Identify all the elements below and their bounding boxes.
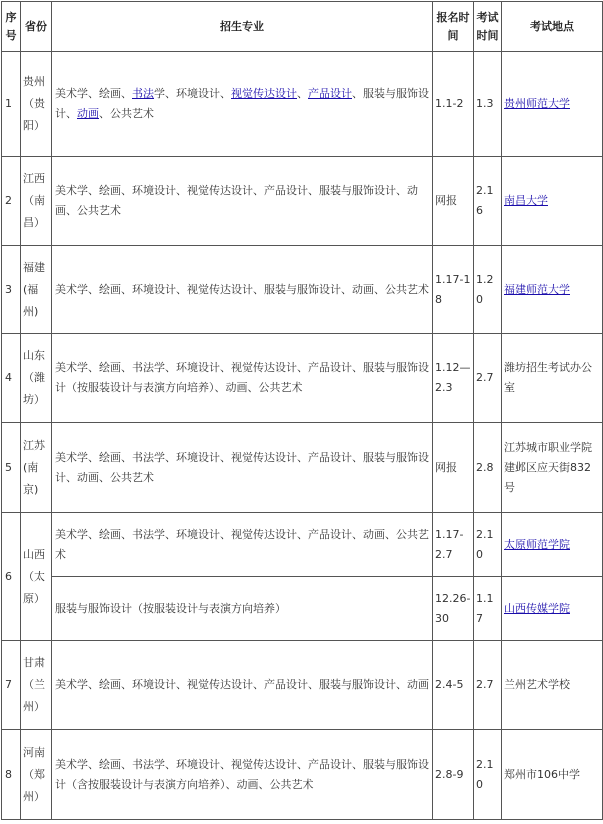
- row-reg-time: 1.17-18: [433, 246, 474, 334]
- header-row: [2, 2, 603, 52]
- cell-text: 美术学、绘画、环境设计、视觉传达设计、服装与服饰设计、动画、公共艺术: [55, 282, 429, 296]
- row-location[interactable]: [502, 246, 603, 334]
- table-link[interactable]: 山西传媒学院: [504, 601, 570, 615]
- table-row: [2, 423, 603, 513]
- table-row: [2, 641, 603, 730]
- table-row: [2, 157, 603, 246]
- row-reg-time: 12.26-30: [433, 577, 474, 641]
- row-province: 江西（南昌）: [21, 157, 52, 246]
- cell-text: 美术学、绘画、书法学、环境设计、视觉传达设计、产品设计、动画、公共艺术: [55, 527, 429, 561]
- table-link[interactable]: 太原师范学院: [504, 537, 570, 551]
- table-row: [2, 577, 603, 641]
- row-reg-time: 1.12—2.3: [433, 334, 474, 423]
- row-seq: 4: [2, 334, 21, 423]
- row-majors: [52, 52, 433, 157]
- row-province: 贵州（贵阳）: [21, 52, 52, 157]
- table-row: [2, 246, 603, 334]
- table-row: [2, 513, 603, 577]
- table-row: [2, 334, 603, 423]
- row-province: 山西（太原）: [21, 513, 52, 641]
- row-exam-time: 1.3: [474, 52, 502, 157]
- row-majors: [52, 334, 433, 423]
- cell-text: 美术学、绘画、环境设计、视觉传达设计、产品设计、服装与服饰设计、动画: [55, 678, 429, 691]
- row-seq: 2: [2, 157, 21, 246]
- row-province: 福建(福州): [21, 246, 52, 334]
- row-location[interactable]: [502, 52, 603, 157]
- table-link[interactable]: 南昌大学: [504, 194, 548, 207]
- row-seq: 5: [2, 423, 21, 513]
- table-link[interactable]: 产品设计: [308, 87, 352, 100]
- cell-text: 学、环境设计、: [154, 87, 231, 100]
- row-majors: [52, 577, 433, 641]
- header-seq: 序号: [2, 2, 21, 52]
- row-exam-time: 2.10: [474, 730, 502, 820]
- cell-text: 美术学、绘画、书法学、环境设计、视觉传达设计、产品设计、服装与服饰设计（按服装设计与表演方向培养）、动画、公共艺术: [55, 361, 429, 394]
- row-reg-time: 1.1-2: [433, 52, 474, 157]
- row-reg-time: 网报: [433, 157, 474, 246]
- row-seq: 6: [2, 513, 21, 641]
- table-link[interactable]: 动画: [77, 107, 99, 120]
- row-seq: 3: [2, 246, 21, 334]
- cell-text: 服装与服饰设计（按服装设计与表演方向培养）: [55, 601, 286, 615]
- row-majors: [52, 423, 433, 513]
- row-reg-time: 2.4-5: [433, 641, 474, 730]
- row-location: [502, 423, 603, 513]
- header-reg-time: 报名时间: [433, 2, 474, 52]
- cell-text: 美术学、绘画、: [55, 87, 132, 100]
- row-location[interactable]: [502, 513, 603, 577]
- row-exam-time: 2.16: [474, 157, 502, 246]
- row-majors: [52, 157, 433, 246]
- row-exam-time: 1.17: [474, 577, 502, 641]
- table-link[interactable]: 福建师范大学: [504, 282, 570, 296]
- row-location: [502, 641, 603, 730]
- header-province: 省份: [21, 2, 52, 52]
- table-row: [2, 730, 603, 820]
- row-reg-time: 1.17-2.7: [433, 513, 474, 577]
- row-majors: [52, 246, 433, 334]
- cell-text: 美术学、绘画、环境设计、视觉传达设计、产品设计、服装与服饰设计、动画、公共艺术: [55, 184, 418, 217]
- cell-text: 、公共艺术: [99, 107, 154, 120]
- admission-table: [1, 1, 603, 820]
- row-exam-time: 2.7: [474, 641, 502, 730]
- row-province: 江苏(南京): [21, 423, 52, 513]
- cell-text: 潍坊招生考试办公室: [504, 361, 592, 394]
- row-location[interactable]: [502, 577, 603, 641]
- row-exam-time: 2.7: [474, 334, 502, 423]
- row-province: 河南（郑州）: [21, 730, 52, 820]
- table-link[interactable]: 书法: [132, 87, 154, 100]
- table-link[interactable]: 贵州师范大学: [504, 97, 570, 110]
- row-reg-time: 网报: [433, 423, 474, 513]
- row-seq: 8: [2, 730, 21, 820]
- cell-text: 郑州市106中学: [504, 767, 580, 781]
- row-exam-time: 2.8: [474, 423, 502, 513]
- cell-text: 美术学、绘画、书法学、环境设计、视觉传达设计、产品设计、服装与服饰设计（含按服装设计与表演方向培养）、动画、公共艺术: [55, 757, 429, 791]
- table-row: [2, 52, 603, 157]
- cell-text: 美术学、绘画、书法学、环境设计、视觉传达设计、产品设计、服装与服饰设计、动画、公共艺术: [55, 450, 429, 484]
- header-major: 招生专业: [52, 2, 433, 52]
- row-reg-time: 2.8-9: [433, 730, 474, 820]
- cell-text: 江苏城市职业学院建邺区应天街832号: [504, 440, 592, 494]
- row-seq: 1: [2, 52, 21, 157]
- row-location: [502, 730, 603, 820]
- row-majors: [52, 730, 433, 820]
- cell-text: 、服装与服饰设计、: [55, 87, 429, 120]
- row-seq: 7: [2, 641, 21, 730]
- table-body: [2, 52, 603, 820]
- row-location: [502, 334, 603, 423]
- row-exam-time: 2.10: [474, 513, 502, 577]
- row-province: 山东（潍坊）: [21, 334, 52, 423]
- row-majors: [52, 641, 433, 730]
- header-location: 考试地点: [502, 2, 603, 52]
- cell-text: 、: [297, 87, 308, 100]
- cell-text: 兰州艺术学校: [504, 678, 570, 691]
- row-exam-time: 1.20: [474, 246, 502, 334]
- row-province: 甘肃（兰州）: [21, 641, 52, 730]
- table-link[interactable]: 视觉传达设计: [231, 87, 297, 100]
- header-exam-time: 考试时间: [474, 2, 502, 52]
- row-location[interactable]: [502, 157, 603, 246]
- row-majors: [52, 513, 433, 577]
